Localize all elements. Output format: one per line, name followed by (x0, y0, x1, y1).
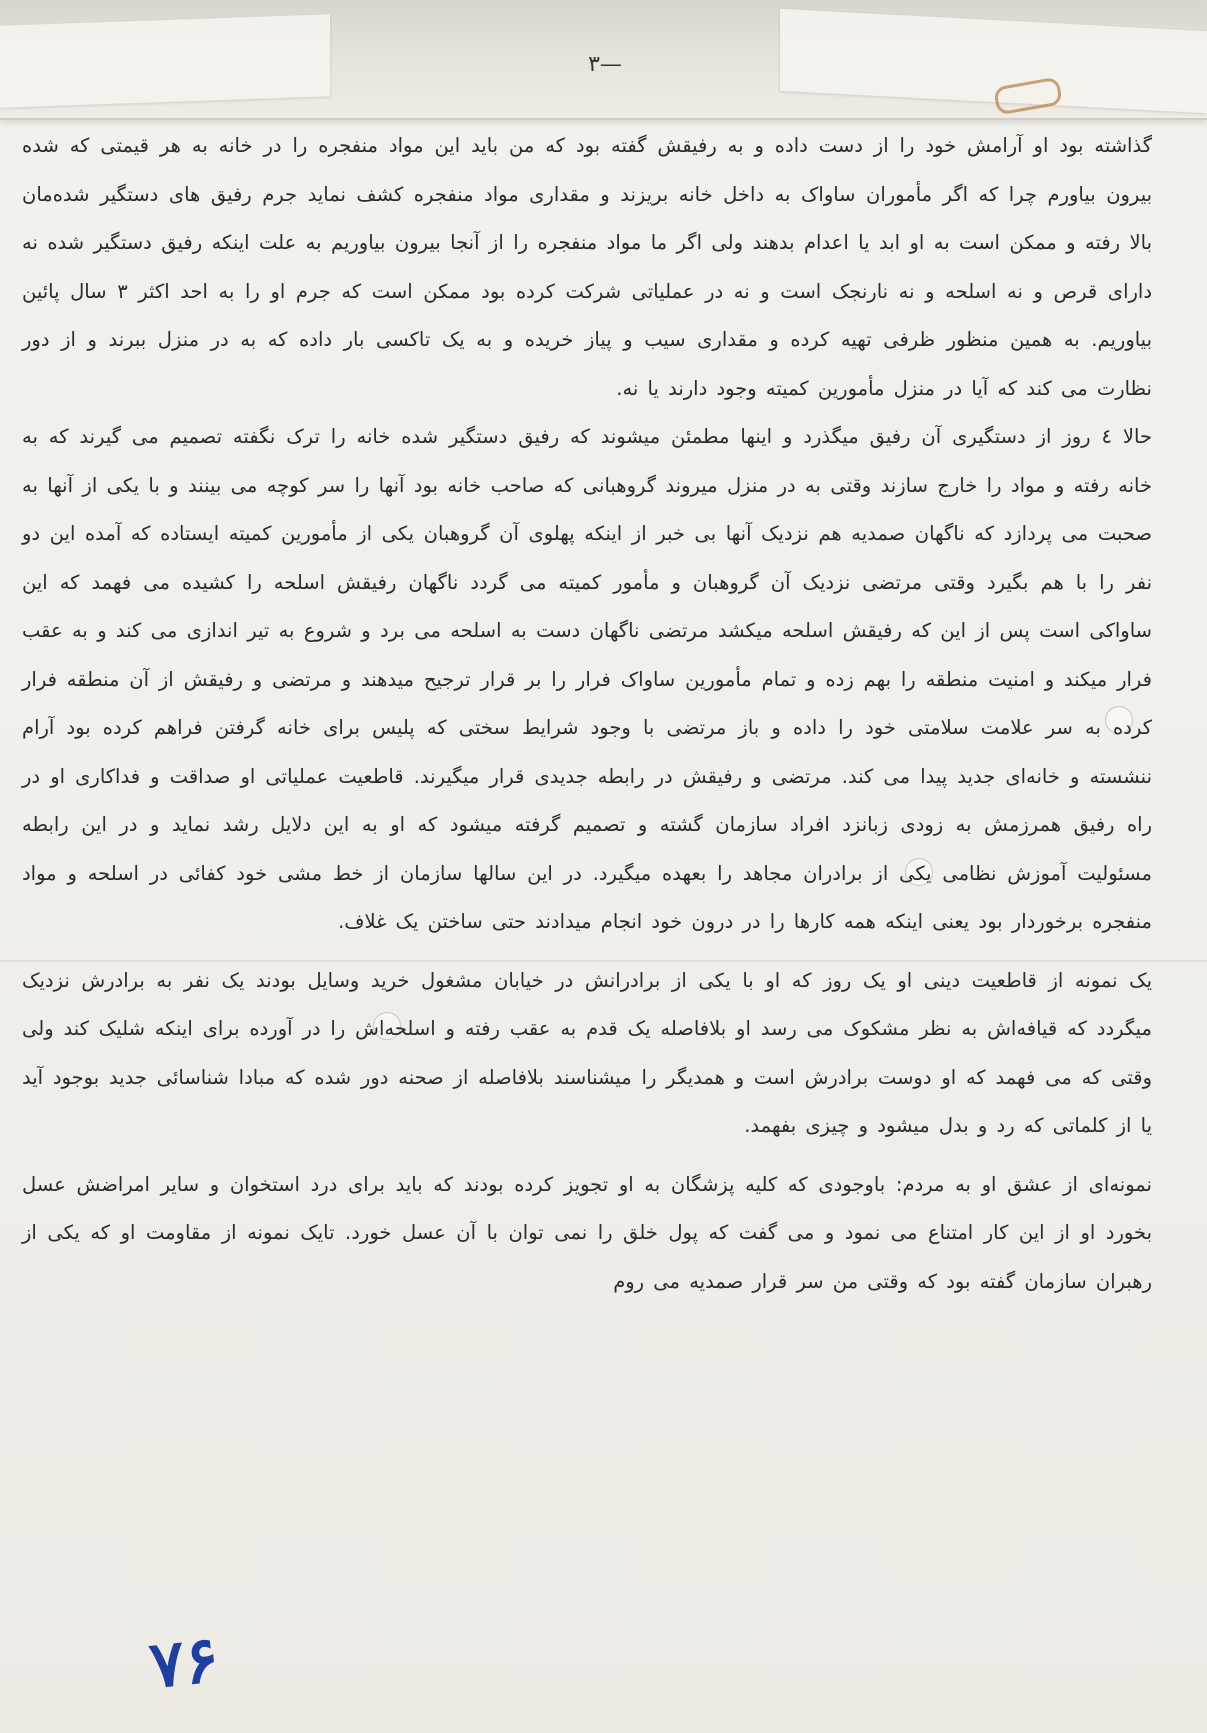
document-body (22, 122, 1152, 1306)
paragraph: یک نمونه از قاطعیت دینی او یک روز که او با یکی از برادرانش در خیابان مشغول خرید وسایل بودند یک نفر به برادرش نزدیک میگردد که قیافه‌اش به نظر مشکوک می رسد او بلافاصله یک قدم به عقب رفته و اسلحه‌اش را در آورده برای اینکه شلیک کند ولی وقتی که می فهمد که او دوست برادرش است و همدیگر را میشناسند بلافاصله از صحنه دور شده که مبادا شناسائی جدید بوجود آید یا از کلماتی که رد و بدل میشود و چیزی بفهمد. (22, 968, 1152, 1137)
paragraph: گذاشته بود او آرامش خود را از دست داده و به رفیقش گفته بود که من باید این مواد منفجره را در خانه به هر قیمتی که شده بیرون بیاورم چرا که اگر مأموران ساواک به داخل خانه بریزند و مقداری مواد منفجره کشف نماید جرم رفیق های دستگیر شده‌مان بالا رفته و ممکن است به او ابد یا اعدام بدهند ولی اگر ما مواد منفجره را از آنجا بیرون بیاوریم به علت اینکه رفیق دستگیر شده نه دارای قرص و نه اسلحه و نه نارنجک است و نه در عملیاتی شرکت کرده بود ممکن است که جرم او را به احد اکثر ۳ سال پائین بیاوریم. به همین منظور ظرفی تهیه کرده و مقداری سیب و پیاز خریده و به یک تاکسی بار داده که به در منزل ببرند و از دور نظارت می کند که آیا در منزل مأمورین کمیته وجود دارند یا نه. (22, 134, 1152, 400)
page-number: ۳— (588, 52, 622, 77)
handwritten-page-number: ۷۶ (146, 1621, 223, 1704)
paragraph: نمونه‌ای از عشق او به مردم: باوجودی که کلیه پزشگان به او تجویز کرده بودند که باید برای درد استخوان و سایر امراضش عسل بخورد او از این کار امتناع می نمود و می گفت که پول خلق را نمی توان با آن عسل خورد. تایک نمونه از مقاومت او که یکی از رهبران سازمان گفته بود که وقتی من سر قرار صمدیه می روم (22, 1172, 1152, 1293)
tape-strip-left (0, 14, 330, 108)
paragraph: حالا ٤ روز از دستگیری آن رفیق میگذرد و اینها مطمئن میشوند که رفیق دستگیر شده خانه را ترک نگفته تصمیم می گیرند که به خانه رفته و مواد را خارج سازند وقتی به در منزل میروند گروهبانی که صاحب خانه بود آنها را سر کوچه می بینند و با یکی از آنها به صحبت می پردازد که ناگهان صمدیه هم نزدیک آنها بی خبر از اینکه پهلوی آن گروهبان یکی از مأمورین کمیته ایستاده که آمده این دو نفر را با هم بگیرد وقتی مرتضی نزدیک آن گروهبان و مأمور کمیته می گردد ناگهان رفیقش اسلحه را کشیده می فهمد که این ساواکی است پس از این که رفیقش اسلحه میکشد مرتضی ناگهان دست به اسلحه می برد و شروع به تیر اندازی می کند و به عقب فرار میکند و امنیت منطقه را بهم زده و تمام مأمورین ساواک فرار را بر قرار ترجیح میدهند و مرتضی و رفیقش از آن منطقه فرار کرده به سر علامت سلامتی خود را داده و باز مرتضی با وجود شرایط سختی که پلیس برای خانه گرفتن فراهم کرده بود آرام ننشسته و خانه‌ای جدید پیدا می کند. مرتضی و رفیقش در رابطه جدیدی قرار میگیرند. قاطعیت عملیاتی او صداقت و فداکاری او در راه رفیق همرزمش به زودی زبانزد افراد سازمان گشته و تصمیم گرفته میشود که او به این دلایل رشد نماید و در این رابطه مسئولیت آموزش نظامی یکی از برادران مجاهد را بعهده میگیرد. در این سالها سازمان از خط مشی خود کفائی در اسلحه و مواد منفجره برخوردار بود یعنی اینکه همه کارها را در درون خود انجام میدادند حتی ساختن یک غلاف. (22, 425, 1152, 933)
